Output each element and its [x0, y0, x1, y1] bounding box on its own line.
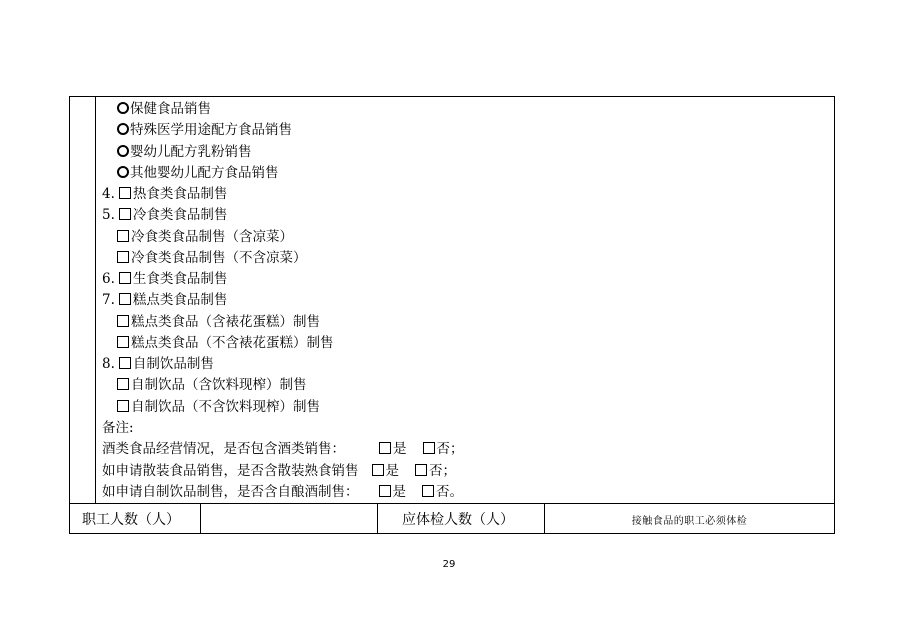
exam-count-label-cell [378, 504, 545, 534]
item-7-pastry: 7. 糕点类食品制售 [102, 292, 228, 308]
option-yes[interactable]: 是 [379, 484, 407, 500]
item-health-food-sales: 保健食品销售 [117, 101, 211, 117]
item-special-medical-food-sales: 特殊医学用途配方食品销售 [117, 122, 292, 138]
item-8-homemade-drinks: 8. 自制饮品制售 [102, 356, 214, 372]
item-pastry-with-decorated-cake: 糕点类食品（含裱花蛋糕）制售 [117, 314, 320, 330]
option-yes[interactable]: 是 [372, 463, 400, 479]
checkbox-icon[interactable] [119, 293, 131, 305]
checkbox-icon[interactable] [415, 464, 427, 476]
item-6-raw-food: 6. 生食类食品制售 [102, 271, 228, 287]
item-cold-food-without-cold-dishes: 冷食类食品制售（不含凉菜） [117, 250, 307, 266]
staff-count-row [70, 503, 834, 534]
checkbox-icon[interactable] [119, 272, 131, 284]
page-number: 29 [442, 559, 456, 570]
checkbox-icon[interactable] [117, 315, 129, 327]
checkbox-icon[interactable] [119, 357, 131, 369]
selected-radio-icon [117, 145, 129, 157]
option-yes[interactable]: 是 [379, 441, 407, 457]
question-alcohol-sales: 酒类食品经营情况，是否包含酒类销售： 是 否； [102, 441, 464, 457]
item-drinks-without-fresh-juice: 自制饮品（不含饮料现榨）制售 [117, 399, 320, 415]
question-bulk-cooked-food: 如申请散装食品销售，是否含散装熟食销售 是 否； [102, 463, 456, 479]
exam-note-cell [545, 504, 834, 534]
staff-count-value-cell[interactable] [201, 504, 378, 534]
remark-label: 备注: [102, 420, 134, 436]
question-home-brewed-alcohol: 如申请自制饮品制售，是否含自酿酒制售： 是 否。 [102, 484, 463, 500]
checkbox-icon[interactable] [119, 187, 131, 199]
checkbox-icon[interactable] [117, 230, 129, 242]
item-other-infant-food-sales: 其他婴幼儿配方食品销售 [117, 165, 279, 181]
selected-radio-icon [117, 102, 129, 114]
checkbox-icon[interactable] [422, 485, 434, 497]
option-no[interactable]: 否； [415, 463, 456, 479]
exam-note: 接触食品的职工必须体检 [631, 515, 748, 527]
item-infant-formula-sales: 婴幼儿配方乳粉销售 [117, 144, 252, 160]
item-cold-food-with-cold-dishes: 冷食类食品制售（含凉菜） [117, 229, 293, 245]
staff-count-label-cell [70, 504, 201, 534]
option-no[interactable]: 否。 [422, 484, 463, 500]
checkbox-icon[interactable] [379, 485, 391, 497]
checkbox-icon[interactable] [119, 208, 131, 220]
item-drinks-with-fresh-juice: 自制饮品（含饮料现榨）制售 [117, 377, 307, 393]
checkbox-icon[interactable] [379, 442, 391, 454]
selected-radio-icon [117, 166, 129, 178]
checkbox-icon[interactable] [372, 464, 384, 476]
item-5-cold-food: 5. 冷食类食品制售 [102, 207, 228, 223]
checkbox-icon[interactable] [423, 442, 435, 454]
selected-radio-icon [117, 123, 129, 135]
staff-count-label: 职工人数（人） [82, 512, 180, 528]
checkbox-icon[interactable] [117, 378, 129, 390]
item-4-hot-food: 4. 热食类食品制售 [102, 186, 228, 202]
exam-count-label: 应体检人数（人） [402, 512, 514, 528]
checkbox-icon[interactable] [117, 400, 129, 412]
checkbox-icon[interactable] [117, 336, 129, 348]
item-pastry-without-decorated-cake: 糕点类食品（不含裱花蛋糕）制售 [117, 335, 334, 351]
option-no[interactable]: 否； [423, 441, 464, 457]
checkbox-icon[interactable] [117, 251, 129, 263]
left-column-divider [95, 97, 96, 503]
